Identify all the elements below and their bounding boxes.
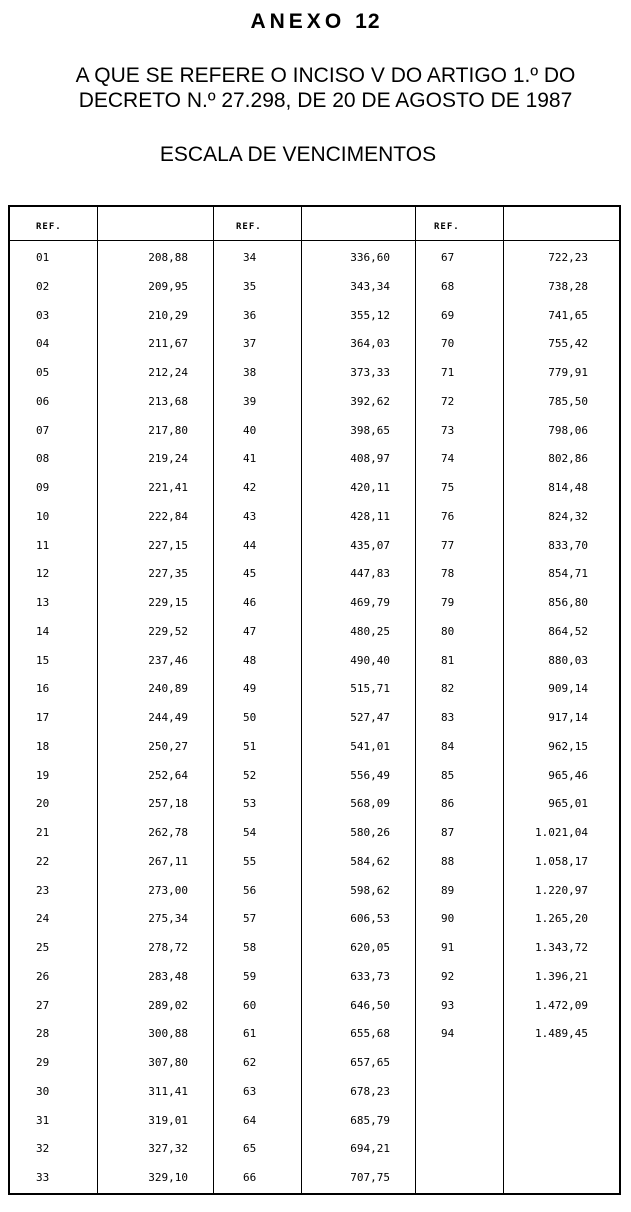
ref-cell: 72 xyxy=(441,394,455,408)
ref-cell: 26 xyxy=(36,969,50,983)
ref-header-3: REF. xyxy=(434,222,460,232)
ref-cell: 11 xyxy=(36,538,50,552)
ref-cell: 74 xyxy=(441,452,455,466)
value-cell: 278,72 xyxy=(148,941,188,954)
ref-cell: 27 xyxy=(36,998,50,1012)
table-row xyxy=(415,249,621,278)
table-row xyxy=(213,824,415,853)
ref-cell: 24 xyxy=(36,912,50,926)
value-cell: 490,40 xyxy=(350,653,390,667)
value-cell: 856,80 xyxy=(548,596,588,609)
ref-cell: 35 xyxy=(243,279,257,293)
table-row xyxy=(415,652,621,681)
ref-cell: 14 xyxy=(36,624,50,638)
value-cell: 833,70 xyxy=(548,538,588,552)
ref-cell: 83 xyxy=(441,711,455,724)
value-cell: 273,00 xyxy=(148,883,188,897)
ref-cell: 82 xyxy=(441,682,455,696)
ref-cell: 67 xyxy=(441,251,455,264)
table-row xyxy=(213,680,415,709)
ref-cell: 46 xyxy=(243,596,257,609)
ref-cell: 02 xyxy=(36,279,50,293)
value-cell: 962,15 xyxy=(548,739,588,753)
table-row xyxy=(213,1025,415,1054)
value-cell: 307,80 xyxy=(148,1056,188,1069)
table-row xyxy=(10,364,213,393)
table-row xyxy=(10,278,213,307)
value-cell: 527,47 xyxy=(350,711,390,724)
value-cell: 398,65 xyxy=(350,423,390,437)
table-row xyxy=(10,393,213,422)
table-row xyxy=(10,882,213,911)
ref-header-1: REF. xyxy=(36,222,62,232)
ref-cell: 85 xyxy=(441,768,455,782)
ref-cell: 19 xyxy=(36,768,50,782)
ref-cell: 69 xyxy=(441,308,455,322)
ref-cell: 81 xyxy=(441,653,455,667)
ref-cell: 48 xyxy=(243,653,257,667)
ref-cell: 23 xyxy=(36,883,50,897)
value-cell: 267,11 xyxy=(148,854,188,868)
table-row xyxy=(415,335,621,364)
ref-cell: 15 xyxy=(36,653,50,667)
value-cell: 854,71 xyxy=(548,567,588,581)
ref-cell: 03 xyxy=(36,308,50,322)
value-cell: 229,52 xyxy=(148,624,188,638)
subtitle-line-1: A QUE SE REFERE O INCISO V DO ARTIGO 1.º DO xyxy=(75,64,576,87)
table-row xyxy=(415,307,621,336)
value-cell: 447,83 xyxy=(350,567,390,581)
table-row xyxy=(213,738,415,767)
value-cell: 1.021,04 xyxy=(535,826,588,839)
ref-cell: 68 xyxy=(441,279,455,293)
table-row xyxy=(415,1025,621,1054)
ref-cell: 25 xyxy=(36,941,50,954)
ref-cell: 20 xyxy=(36,797,50,811)
value-cell: 227,35 xyxy=(148,567,188,581)
ref-cell: 64 xyxy=(243,1113,257,1127)
table-row xyxy=(213,594,415,623)
value-cell: 257,18 xyxy=(148,797,188,811)
table-row xyxy=(415,537,621,566)
value-cell: 343,34 xyxy=(350,279,390,293)
table-row xyxy=(10,450,213,479)
ref-header-2: REF. xyxy=(236,222,262,232)
table-row xyxy=(213,968,415,997)
table-row xyxy=(10,738,213,767)
ref-cell: 73 xyxy=(441,423,455,437)
table-row xyxy=(213,537,415,566)
value-cell: 814,48 xyxy=(548,481,588,494)
table-row xyxy=(10,623,213,652)
value-cell: 1.220,97 xyxy=(535,883,588,897)
table-row xyxy=(415,364,621,393)
value-cell: 694,21 xyxy=(350,1142,390,1156)
ref-cell: 77 xyxy=(441,538,455,552)
value-cell: 606,53 xyxy=(350,912,390,926)
ref-cell: 71 xyxy=(441,366,455,379)
table-row xyxy=(10,335,213,364)
value-cell: 722,23 xyxy=(548,251,588,264)
ref-cell: 79 xyxy=(441,596,455,609)
table-row xyxy=(213,997,415,1026)
table-row xyxy=(415,939,621,968)
table-row xyxy=(10,795,213,824)
ref-cell: 58 xyxy=(243,941,257,954)
value-cell: 515,71 xyxy=(350,682,390,696)
value-cell: 655,68 xyxy=(350,1027,390,1041)
table-row xyxy=(10,1083,213,1112)
table-row xyxy=(213,307,415,336)
value-cell: 1.265,20 xyxy=(535,912,588,926)
table-column-1 xyxy=(10,249,213,1198)
value-cell: 779,91 xyxy=(548,366,588,379)
value-cell: 620,05 xyxy=(350,941,390,954)
value-cell: 802,86 xyxy=(548,452,588,466)
value-cell: 738,28 xyxy=(548,279,588,293)
ref-cell: 57 xyxy=(243,912,257,926)
value-cell: 217,80 xyxy=(148,423,188,437)
value-cell: 311,41 xyxy=(148,1084,188,1098)
value-cell: 283,48 xyxy=(148,969,188,983)
table-row xyxy=(415,997,621,1026)
value-cell: 250,27 xyxy=(148,739,188,753)
ref-cell: 63 xyxy=(243,1084,257,1098)
table-row xyxy=(415,824,621,853)
ref-cell: 22 xyxy=(36,854,50,868)
value-cell: 211,67 xyxy=(148,337,188,351)
value-cell: 657,65 xyxy=(350,1056,390,1069)
table-row xyxy=(10,1025,213,1054)
value-cell: 909,14 xyxy=(548,682,588,696)
ref-cell: 94 xyxy=(441,1027,455,1041)
value-cell: 229,15 xyxy=(148,596,188,609)
ref-cell: 06 xyxy=(36,394,50,408)
table-row xyxy=(213,939,415,968)
ref-cell: 13 xyxy=(36,596,50,609)
table-row xyxy=(10,824,213,853)
value-cell: 240,89 xyxy=(148,682,188,696)
value-cell: 1.343,72 xyxy=(535,941,588,954)
table-row xyxy=(10,537,213,566)
ref-cell: 52 xyxy=(243,768,257,782)
table-row xyxy=(10,767,213,796)
ref-cell: 75 xyxy=(441,481,455,494)
table-column-3 xyxy=(415,249,621,1054)
value-cell: 420,11 xyxy=(350,481,390,494)
ref-cell: 53 xyxy=(243,797,257,811)
value-cell: 262,78 xyxy=(148,826,188,839)
ref-cell: 18 xyxy=(36,739,50,753)
value-cell: 212,24 xyxy=(148,366,188,379)
ref-cell: 31 xyxy=(36,1113,50,1127)
value-cell: 824,32 xyxy=(548,509,588,523)
table-row xyxy=(10,422,213,451)
ref-cell: 49 xyxy=(243,682,257,696)
table-row xyxy=(10,709,213,738)
table-row xyxy=(213,364,415,393)
table-row xyxy=(10,939,213,968)
value-cell: 392,62 xyxy=(350,394,390,408)
value-cell: 209,95 xyxy=(148,279,188,293)
ref-cell: 59 xyxy=(243,969,257,983)
value-cell: 252,64 xyxy=(148,768,188,782)
table-row xyxy=(213,249,415,278)
ref-cell: 04 xyxy=(36,337,50,351)
ref-cell: 90 xyxy=(441,912,455,926)
ref-cell: 89 xyxy=(441,883,455,897)
value-cell: 880,03 xyxy=(548,653,588,667)
ref-cell: 93 xyxy=(441,998,455,1012)
table-row xyxy=(213,508,415,537)
table-row xyxy=(213,422,415,451)
table-row xyxy=(213,335,415,364)
ref-cell: 07 xyxy=(36,423,50,437)
table-row xyxy=(415,767,621,796)
table-row xyxy=(415,479,621,508)
table-row xyxy=(10,307,213,336)
table-row xyxy=(415,565,621,594)
table-row xyxy=(213,910,415,939)
value-cell: 219,24 xyxy=(148,452,188,466)
ref-cell: 87 xyxy=(441,826,455,839)
ref-cell: 16 xyxy=(36,682,50,696)
ref-cell: 39 xyxy=(243,394,257,408)
value-cell: 1.489,45 xyxy=(535,1027,588,1041)
ref-cell: 29 xyxy=(36,1056,50,1069)
table-row xyxy=(10,968,213,997)
ref-cell: 62 xyxy=(243,1056,257,1069)
table-row xyxy=(213,278,415,307)
ref-cell: 86 xyxy=(441,797,455,811)
ref-cell: 70 xyxy=(441,337,455,351)
value-cell: 227,15 xyxy=(148,538,188,552)
table-row xyxy=(415,594,621,623)
table-row xyxy=(415,709,621,738)
value-cell: 864,52 xyxy=(548,624,588,638)
table-row xyxy=(213,795,415,824)
value-cell: 213,68 xyxy=(148,394,188,408)
ref-cell: 09 xyxy=(36,481,50,494)
ref-cell: 76 xyxy=(441,509,455,523)
ref-cell: 54 xyxy=(243,826,257,839)
ref-cell: 12 xyxy=(36,567,50,581)
table-row xyxy=(10,1112,213,1141)
table-row xyxy=(10,479,213,508)
table-row xyxy=(10,1169,213,1198)
ref-cell: 08 xyxy=(36,452,50,466)
ref-cell: 33 xyxy=(36,1171,50,1184)
table-row xyxy=(10,680,213,709)
value-cell: 965,46 xyxy=(548,768,588,782)
ref-cell: 61 xyxy=(243,1027,257,1041)
table-row xyxy=(213,652,415,681)
ref-cell: 88 xyxy=(441,854,455,868)
ref-cell: 60 xyxy=(243,998,257,1012)
table-row xyxy=(10,1054,213,1083)
table-row xyxy=(213,1054,415,1083)
table-row xyxy=(213,1112,415,1141)
value-cell: 917,14 xyxy=(548,711,588,724)
table-row xyxy=(213,623,415,652)
value-cell: 222,84 xyxy=(148,509,188,523)
table-row xyxy=(415,910,621,939)
ref-cell: 36 xyxy=(243,308,257,322)
value-cell: 319,01 xyxy=(148,1113,188,1127)
ref-cell: 42 xyxy=(243,481,257,494)
title-number: 12 xyxy=(355,10,381,33)
ref-cell: 45 xyxy=(243,567,257,581)
table-row xyxy=(415,968,621,997)
value-cell: 556,49 xyxy=(350,768,390,782)
value-cell: 275,34 xyxy=(148,912,188,926)
ref-cell: 01 xyxy=(36,251,50,264)
value-cell: 798,06 xyxy=(548,423,588,437)
value-cell: 580,26 xyxy=(350,826,390,839)
ref-cell: 47 xyxy=(243,624,257,638)
value-cell: 469,79 xyxy=(350,596,390,609)
table-row xyxy=(415,738,621,767)
ref-cell: 84 xyxy=(441,739,455,753)
value-cell: 755,42 xyxy=(548,337,588,351)
value-cell: 785,50 xyxy=(548,394,588,408)
value-cell: 741,65 xyxy=(548,308,588,322)
table-row xyxy=(10,853,213,882)
ref-cell: 65 xyxy=(243,1142,257,1156)
table-row xyxy=(415,853,621,882)
table-row xyxy=(415,680,621,709)
value-cell: 435,07 xyxy=(350,538,390,552)
table-row xyxy=(10,249,213,278)
value-cell: 244,49 xyxy=(148,711,188,724)
table-row xyxy=(10,997,213,1026)
ref-cell: 37 xyxy=(243,337,257,351)
ref-cell: 91 xyxy=(441,941,455,954)
value-cell: 428,11 xyxy=(350,509,390,523)
ref-cell: 30 xyxy=(36,1084,50,1098)
table-row xyxy=(415,882,621,911)
value-cell: 1.058,17 xyxy=(535,854,588,868)
table-row xyxy=(10,594,213,623)
ref-cell: 80 xyxy=(441,624,455,638)
ref-cell: 41 xyxy=(243,452,257,466)
value-cell: 237,46 xyxy=(148,653,188,667)
ref-cell: 55 xyxy=(243,854,257,868)
table-row xyxy=(213,479,415,508)
table-column-2 xyxy=(213,249,415,1198)
subtitle-line-2: DECRETO N.º 27.298, DE 20 DE AGOSTO DE 1987 xyxy=(78,89,573,112)
value-cell: 221,41 xyxy=(148,481,188,494)
value-cell: 355,12 xyxy=(350,308,390,322)
value-cell: 598,62 xyxy=(350,883,390,897)
title-word: ANEXO xyxy=(250,10,346,33)
ref-cell: 56 xyxy=(243,883,257,897)
table-row xyxy=(415,508,621,537)
ref-cell: 40 xyxy=(243,423,257,437)
value-cell: 707,75 xyxy=(350,1171,390,1184)
value-cell: 678,23 xyxy=(350,1084,390,1098)
table-row xyxy=(213,1083,415,1112)
table-row xyxy=(213,767,415,796)
salary-scale-table xyxy=(8,205,621,1195)
value-cell: 480,25 xyxy=(350,624,390,638)
table-row xyxy=(213,565,415,594)
ref-cell: 92 xyxy=(441,969,455,983)
ref-cell: 05 xyxy=(36,366,50,379)
table-row xyxy=(213,1169,415,1198)
value-cell: 541,01 xyxy=(350,739,390,753)
table-row xyxy=(415,623,621,652)
value-cell: 208,88 xyxy=(148,251,188,264)
ref-cell: 44 xyxy=(243,538,257,552)
ref-cell: 17 xyxy=(36,711,50,724)
value-cell: 373,33 xyxy=(350,366,390,379)
ref-cell: 50 xyxy=(243,711,257,724)
table-row xyxy=(213,1140,415,1169)
header-divider xyxy=(10,240,619,241)
ref-cell: 78 xyxy=(441,567,455,581)
ref-cell: 32 xyxy=(36,1142,50,1156)
table-row xyxy=(415,795,621,824)
value-cell: 1.396,21 xyxy=(535,969,588,983)
table-row xyxy=(213,393,415,422)
value-cell: 568,09 xyxy=(350,797,390,811)
table-row xyxy=(10,652,213,681)
value-cell: 300,88 xyxy=(148,1027,188,1041)
table-row xyxy=(213,709,415,738)
value-cell: 289,02 xyxy=(148,998,188,1012)
value-cell: 364,03 xyxy=(350,337,390,351)
table-row xyxy=(415,422,621,451)
value-cell: 329,10 xyxy=(148,1171,188,1184)
table-row xyxy=(10,1140,213,1169)
table-row xyxy=(415,278,621,307)
value-cell: 408,97 xyxy=(350,452,390,466)
value-cell: 584,62 xyxy=(350,854,390,868)
ref-cell: 10 xyxy=(36,509,50,523)
table-row xyxy=(415,393,621,422)
value-cell: 646,50 xyxy=(350,998,390,1012)
table-heading: ESCALA DE VENCIMENTOS xyxy=(159,143,437,166)
value-cell: 685,79 xyxy=(350,1113,390,1127)
ref-cell: 43 xyxy=(243,509,257,523)
table-row xyxy=(10,565,213,594)
table-row xyxy=(213,882,415,911)
ref-cell: 28 xyxy=(36,1027,50,1041)
value-cell: 965,01 xyxy=(548,797,588,811)
table-row xyxy=(10,910,213,939)
ref-cell: 66 xyxy=(243,1171,257,1184)
ref-cell: 51 xyxy=(243,739,257,753)
value-cell: 1.472,09 xyxy=(535,998,588,1012)
table-row xyxy=(213,450,415,479)
value-cell: 336,60 xyxy=(350,251,390,264)
table-row xyxy=(10,508,213,537)
document-title xyxy=(0,10,631,34)
table-row xyxy=(415,450,621,479)
value-cell: 327,32 xyxy=(148,1142,188,1156)
ref-cell: 34 xyxy=(243,251,257,264)
ref-cell: 21 xyxy=(36,826,50,839)
value-cell: 210,29 xyxy=(148,308,188,322)
table-row xyxy=(213,853,415,882)
ref-cell: 38 xyxy=(243,366,257,379)
value-cell: 633,73 xyxy=(350,969,390,983)
